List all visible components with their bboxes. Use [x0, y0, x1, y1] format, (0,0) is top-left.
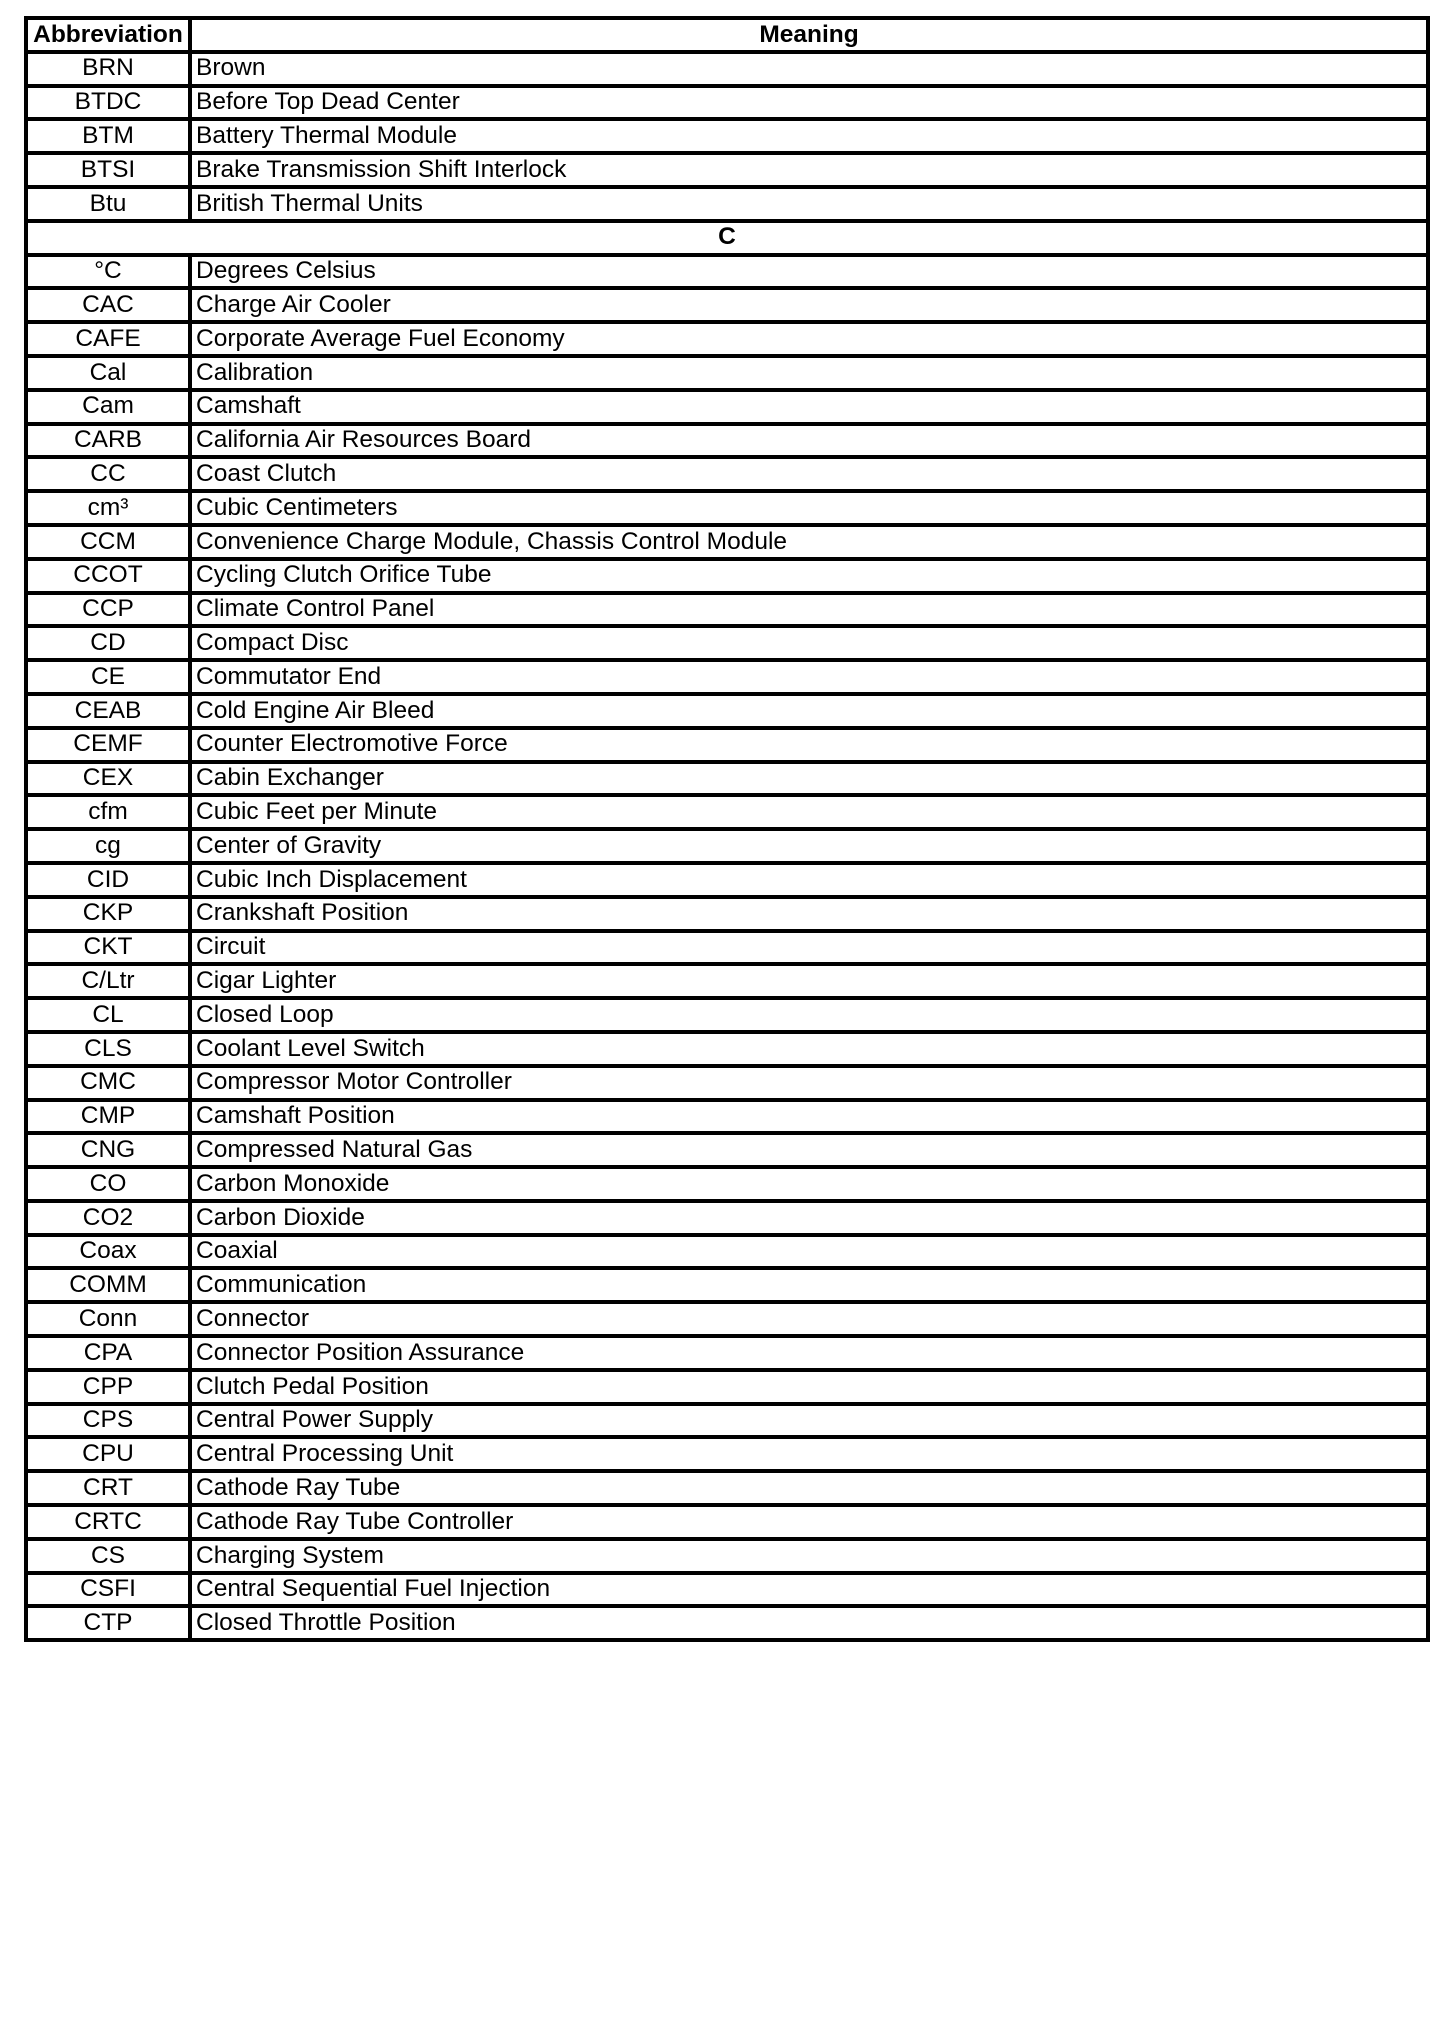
meaning-cell: Cigar Lighter — [190, 964, 1428, 998]
abbreviation-cell: Cam — [26, 390, 190, 424]
abbreviation-cell: Coax — [26, 1235, 190, 1269]
table-row — [26, 1370, 1428, 1404]
meaning-cell: Compressed Natural Gas — [190, 1133, 1428, 1167]
table-row — [26, 356, 1428, 390]
abbreviation-cell: CRT — [26, 1471, 190, 1505]
table-row — [26, 1032, 1428, 1066]
meaning-cell: Climate Control Panel — [190, 593, 1428, 627]
abbreviation-cell: CEX — [26, 762, 190, 796]
meaning-cell: Cathode Ray Tube — [190, 1471, 1428, 1505]
table-row — [26, 457, 1428, 491]
table-row — [26, 1505, 1428, 1539]
table-row — [26, 1235, 1428, 1269]
table-row — [26, 424, 1428, 458]
table-row — [26, 1167, 1428, 1201]
table-row — [26, 1336, 1428, 1370]
abbreviation-cell: CLS — [26, 1032, 190, 1066]
abbreviation-cell: Conn — [26, 1302, 190, 1336]
meaning-cell: Charge Air Cooler — [190, 288, 1428, 322]
meaning-cell: Center of Gravity — [190, 829, 1428, 863]
abbreviation-cell: CE — [26, 660, 190, 694]
meaning-cell: Camshaft Position — [190, 1100, 1428, 1134]
abbreviation-cell: CMC — [26, 1066, 190, 1100]
table-row — [26, 728, 1428, 762]
abbreviation-cell: BRN — [26, 52, 190, 86]
meaning-cell: California Air Resources Board — [190, 424, 1428, 458]
abbreviation-cell: CRTC — [26, 1505, 190, 1539]
table-row — [26, 86, 1428, 120]
table-row — [26, 762, 1428, 796]
table-row — [26, 694, 1428, 728]
abbreviation-cell: cg — [26, 829, 190, 863]
table-row — [26, 1201, 1428, 1235]
table-row — [26, 1539, 1428, 1573]
abbreviation-cell: CPU — [26, 1437, 190, 1471]
table-row — [26, 187, 1428, 221]
abbreviation-cell: Cal — [26, 356, 190, 390]
meaning-cell: Commutator End — [190, 660, 1428, 694]
abbreviation-cell: CSFI — [26, 1573, 190, 1607]
meaning-cell: Cubic Centimeters — [190, 491, 1428, 525]
meaning-cell: Brown — [190, 52, 1428, 86]
abbreviation-cell: CL — [26, 998, 190, 1032]
abbreviation-cell: CARB — [26, 424, 190, 458]
table-row — [26, 795, 1428, 829]
meaning-cell: Convenience Charge Module, Chassis Control Module — [190, 525, 1428, 559]
meaning-cell: Coolant Level Switch — [190, 1032, 1428, 1066]
abbreviation-cell: CPS — [26, 1404, 190, 1438]
abbreviation-cell: CKP — [26, 897, 190, 931]
abbreviation-cell: CO — [26, 1167, 190, 1201]
table-row — [26, 593, 1428, 627]
abbreviation-cell: C/Ltr — [26, 964, 190, 998]
abbreviation-cell: °C — [26, 255, 190, 289]
meaning-cell: Cubic Inch Displacement — [190, 863, 1428, 897]
table-header-row — [26, 18, 1428, 52]
table-row — [26, 1573, 1428, 1607]
table-row — [26, 559, 1428, 593]
meaning-cell: Carbon Dioxide — [190, 1201, 1428, 1235]
table-row — [26, 52, 1428, 86]
abbreviation-cell: CCM — [26, 525, 190, 559]
meaning-cell: Cycling Clutch Orifice Tube — [190, 559, 1428, 593]
table-row — [26, 829, 1428, 863]
abbreviation-cell: BTM — [26, 119, 190, 153]
abbreviation-cell: CEAB — [26, 694, 190, 728]
table-row — [26, 390, 1428, 424]
meaning-cell: Brake Transmission Shift Interlock — [190, 153, 1428, 187]
abbreviation-cell: CEMF — [26, 728, 190, 762]
table-row — [26, 1133, 1428, 1167]
table-row — [26, 491, 1428, 525]
abbreviation-cell: cfm — [26, 795, 190, 829]
abbreviation-cell: CS — [26, 1539, 190, 1573]
meaning-cell: Closed Throttle Position — [190, 1606, 1428, 1640]
meaning-cell: Calibration — [190, 356, 1428, 390]
abbreviation-table — [24, 16, 1430, 1642]
meaning-cell: Compact Disc — [190, 626, 1428, 660]
meaning-cell: Compressor Motor Controller — [190, 1066, 1428, 1100]
abbreviation-cell: CMP — [26, 1100, 190, 1134]
abbreviation-cell: CKT — [26, 931, 190, 965]
abbreviation-column-header: Abbreviation — [26, 18, 190, 52]
meaning-cell: Central Sequential Fuel Injection — [190, 1573, 1428, 1607]
meaning-cell: Corporate Average Fuel Economy — [190, 322, 1428, 356]
table-row — [26, 153, 1428, 187]
meaning-cell: British Thermal Units — [190, 187, 1428, 221]
meaning-cell: Crankshaft Position — [190, 897, 1428, 931]
abbreviation-cell: CID — [26, 863, 190, 897]
table-row — [26, 1066, 1428, 1100]
meaning-cell: Cubic Feet per Minute — [190, 795, 1428, 829]
abbreviation-cell: CC — [26, 457, 190, 491]
meaning-cell: Coaxial — [190, 1235, 1428, 1269]
meaning-cell: Charging System — [190, 1539, 1428, 1573]
meaning-cell: Cold Engine Air Bleed — [190, 694, 1428, 728]
abbreviation-cell: CPP — [26, 1370, 190, 1404]
table-row — [26, 1606, 1428, 1640]
table-row — [26, 1437, 1428, 1471]
table-row — [26, 288, 1428, 322]
meaning-cell: Closed Loop — [190, 998, 1428, 1032]
abbreviation-cell: CPA — [26, 1336, 190, 1370]
meaning-column-header: Meaning — [190, 18, 1428, 52]
table-row — [26, 1100, 1428, 1134]
meaning-cell: Camshaft — [190, 390, 1428, 424]
meaning-cell: Counter Electromotive Force — [190, 728, 1428, 762]
abbreviation-cell: BTDC — [26, 86, 190, 120]
meaning-cell: Carbon Monoxide — [190, 1167, 1428, 1201]
abbreviation-cell: CTP — [26, 1606, 190, 1640]
meaning-cell: Clutch Pedal Position — [190, 1370, 1428, 1404]
abbreviation-cell: CAC — [26, 288, 190, 322]
table-row — [26, 255, 1428, 289]
table-row — [26, 863, 1428, 897]
abbreviation-cell: CCP — [26, 593, 190, 627]
table-row — [26, 119, 1428, 153]
table-row — [26, 1471, 1428, 1505]
meaning-cell: Before Top Dead Center — [190, 86, 1428, 120]
meaning-cell: Cathode Ray Tube Controller — [190, 1505, 1428, 1539]
abbreviation-cell: BTSI — [26, 153, 190, 187]
abbreviation-cell: CCOT — [26, 559, 190, 593]
table-row — [26, 322, 1428, 356]
abbreviation-cell: CNG — [26, 1133, 190, 1167]
meaning-cell: Central Processing Unit — [190, 1437, 1428, 1471]
table-row — [26, 931, 1428, 965]
meaning-cell: Battery Thermal Module — [190, 119, 1428, 153]
section-letter: C — [26, 221, 1428, 255]
abbreviation-cell: CD — [26, 626, 190, 660]
abbreviation-cell: CO2 — [26, 1201, 190, 1235]
table-row — [26, 998, 1428, 1032]
abbreviation-cell: cm³ — [26, 491, 190, 525]
abbreviation-cell: COMM — [26, 1268, 190, 1302]
table-row — [26, 660, 1428, 694]
meaning-cell: Cabin Exchanger — [190, 762, 1428, 796]
table-row — [26, 525, 1428, 559]
table-body — [26, 52, 1428, 1640]
abbreviation-cell: CAFE — [26, 322, 190, 356]
meaning-cell: Degrees Celsius — [190, 255, 1428, 289]
meaning-cell: Connector — [190, 1302, 1428, 1336]
section-header-row — [26, 221, 1428, 255]
table-row — [26, 1302, 1428, 1336]
meaning-cell: Communication — [190, 1268, 1428, 1302]
table-row — [26, 964, 1428, 998]
abbreviation-cell: Btu — [26, 187, 190, 221]
meaning-cell: Circuit — [190, 931, 1428, 965]
meaning-cell: Central Power Supply — [190, 1404, 1428, 1438]
table-row — [26, 1404, 1428, 1438]
table-row — [26, 626, 1428, 660]
meaning-cell: Connector Position Assurance — [190, 1336, 1428, 1370]
meaning-cell: Coast Clutch — [190, 457, 1428, 491]
table-row — [26, 897, 1428, 931]
table-row — [26, 1268, 1428, 1302]
